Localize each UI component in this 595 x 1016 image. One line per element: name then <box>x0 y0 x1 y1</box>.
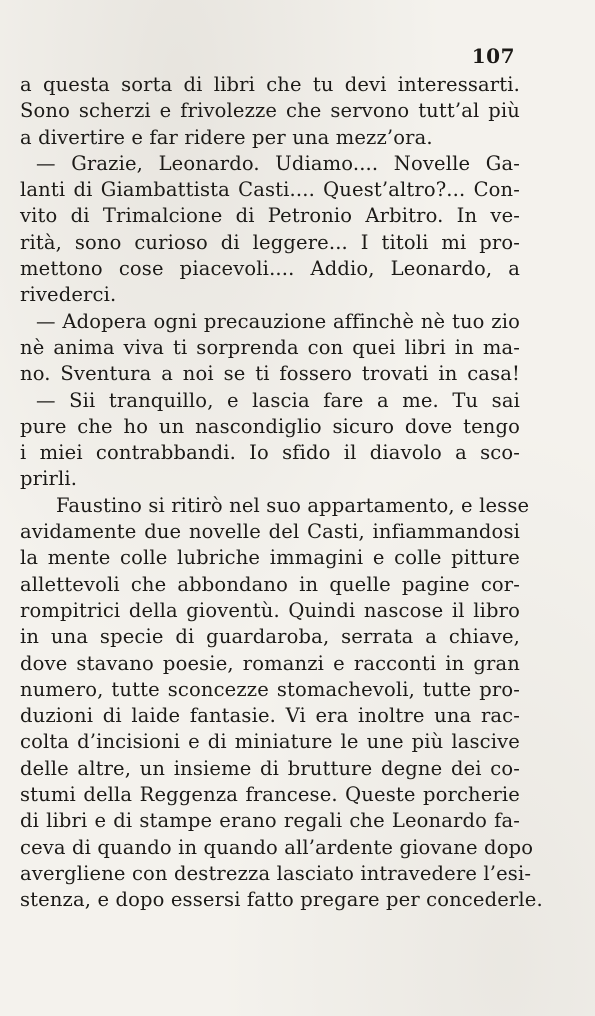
text-line: numero, tutte sconcezze stomachevoli, tutte pro- <box>20 677 520 701</box>
text-line: no. Sventura a noi se ti fossero trovati in casa! <box>20 362 520 386</box>
text-line: rità, sono curioso di leggere... I titoli mi pro- <box>20 230 520 254</box>
text-line: vito di Trimalcione di Petronio Arbitro. In ve- <box>20 204 520 228</box>
text-line: di libri e di stampe erano regali che Leonardo fa- <box>20 809 520 833</box>
text-line: Sono scherzi e frivolezze che servono tutt’al più <box>20 99 520 123</box>
text-line: stumi della Reggenza francese. Queste porcherie <box>20 783 520 807</box>
text-line: rompitrici della gioventù. Quindi nascose il libro <box>20 598 520 622</box>
text-line: allettevoli che abbondano in quelle pagine cor- <box>20 572 520 596</box>
text-line: duzioni di laide fantasie. Vi era inoltre una rac- <box>20 704 520 728</box>
text-line: la mente colle lubriche immagini e colle pitture <box>20 546 520 570</box>
text-line: colta d’incisioni e di miniature le une più lascive <box>20 730 520 754</box>
text-line: Faustino si ritirò nel suo appartamento, e lesse <box>56 493 530 517</box>
text-line: nè anima viva ti sorprenda con quei libri in ma- <box>20 335 520 359</box>
page-number: 107 <box>471 44 515 68</box>
text-line: prirli. <box>20 467 78 491</box>
text-line: lanti di Giambattista Casti.... Quest’altro?... Con- <box>20 178 520 202</box>
text-line: delle altre, un insieme di brutture degne dei co- <box>20 756 520 780</box>
text-line: mettono cose piacevoli.... Addio, Leonardo, a <box>20 257 520 281</box>
text-line: rivederci. <box>20 283 117 307</box>
text-line: a divertire e far ridere per una mezz’ora. <box>20 125 433 149</box>
text-line: dove stavano poesie, romanzi e racconti in gran <box>20 651 520 675</box>
text-line: a questa sorta di libri che tu devi interessarti. <box>20 73 520 96</box>
text-line: avidamente due novelle del Casti, infiammandosi <box>20 520 520 544</box>
text-line: ceva di quando in quando all’ardente giovane dopo <box>20 835 534 859</box>
text-line: — Grazie, Leonardo. Udiamo.... Novelle Ga- <box>36 151 520 175</box>
text-line: pure che ho un nascondiglio sicuro dove tengo <box>20 414 520 438</box>
text-line: avergliene con destrezza lasciato intravedere l’esi- <box>20 861 532 885</box>
text-line: i miei contrabbandi. Io sfido il diavolo a sco- <box>20 441 520 465</box>
text-line: stenza, e dopo essersi fatto pregare per concederle. <box>20 888 543 912</box>
body-text <box>20 72 543 914</box>
text-line: in una specie di guardaroba, serrata a chiave, <box>20 625 520 649</box>
text-line: — Sii tranquillo, e lascia fare a me. Tu sai <box>36 388 520 412</box>
text-line: — Adopera ogni precauzione affinchè nè tuo zio <box>36 309 520 333</box>
